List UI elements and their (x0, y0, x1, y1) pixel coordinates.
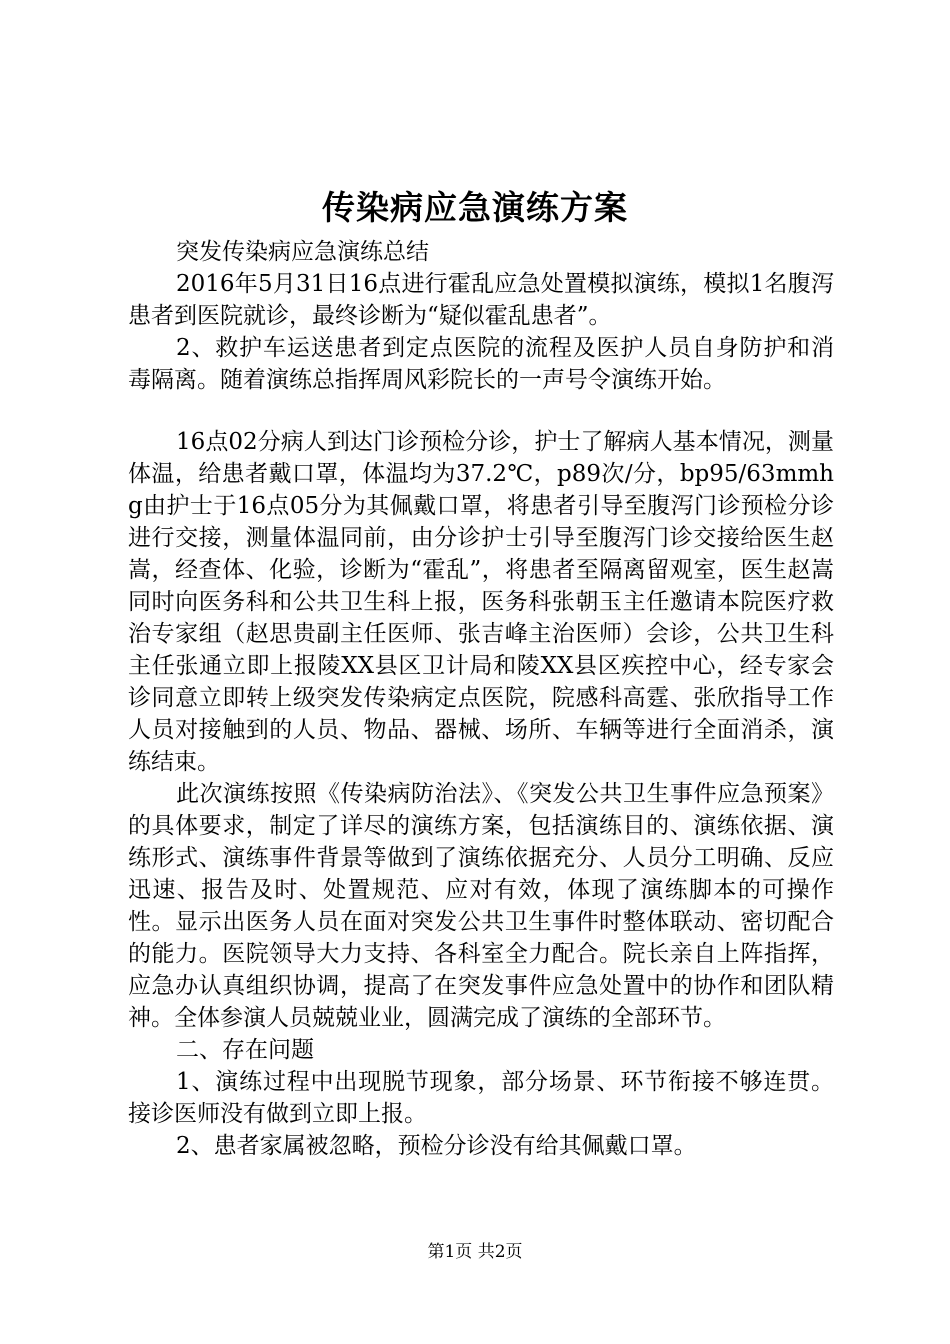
paragraph-summary-heading: 突发传染病应急演练总结 (176, 239, 429, 265)
paragraph-drill-procedure: 16点02分病人到达门诊预检分诊，护士了解病人基本情况，测量体温，给患者戴口罩，体温均为37.2℃，p89次/分，bp95/63mmhg由护士于16点05分为其佩戴口罩，将患者引导至腹泻门诊预检分诊进行交接，测量体温同前，由分诊护士引导至腹泻门诊交接给医生赵嵩，经查体、化验，诊断为“霍乱”，将患者至隔离留观室，医生赵嵩同时向医务科和公共卫生科上报，医务科张朝玉主任邀请本院医疗救治专家组（赵思贵副主任医师、张吉峰主治医师）会诊，公共卫生科主任张通立即上报陵XX县区卫计局和陵XX县区疾控中心，经专家会诊同意立即转上级突发传染病定点医院，院感科高霆、张欣指导工作人员对接触到的人员、物品、器械、场所、车辆等进行全面消杀，演练结束。 (128, 429, 834, 775)
page-footer: 第1页 共2页 (427, 1242, 523, 1262)
paragraph-problem-2: 2、患者家属被忽略，预检分诊没有给其佩戴口罩。 (176, 1133, 697, 1159)
paragraph-problem-1: 1、演练过程中出现脱节现象，部分场景、环节衔接不够连贯。接诊医师没有做到立即上报。 (128, 1069, 834, 1127)
document-body (128, 236, 834, 1162)
paragraph-ambulance-process: 2、救护车运送患者到定点医院的流程及医护人员自身防护和消毒隔离。随着演练总指挥周风彩院长的一声号令演练开始。 (128, 335, 834, 393)
paragraph-drill-date: 2016年5月31日16点进行霍乱应急处置模拟演练，模拟1名腹泻患者到医院就诊，最终诊断为“疑似霍乱患者”。 (128, 271, 834, 329)
paragraph-problems-heading: 二、存在问题 (176, 1037, 314, 1063)
paragraph-drill-evaluation: 此次演练按照《传染病防治法》、《突发公共卫生事件应急预案》的具体要求，制定了详尽的演练方案，包括演练目的、演练依据、演练形式、演练事件背景等做到了演练依据充分、人员分工明确、反应迅速、报告及时、处置规范、应对有效，体现了演练脚本的可操作性。显示出医务人员在面对突发公共卫生事件时整体联动、密切配合的能力。医院领导大力支持、各科室全力配合。院长亲自上阵指挥，应急办认真组织协调，提高了在突发事件应急处置中的协作和团队精神。全体参演人员兢兢业业，圆满完成了演练的全部环节。 (128, 781, 834, 1031)
document-title: 传染病应急演练方案 (322, 188, 628, 227)
